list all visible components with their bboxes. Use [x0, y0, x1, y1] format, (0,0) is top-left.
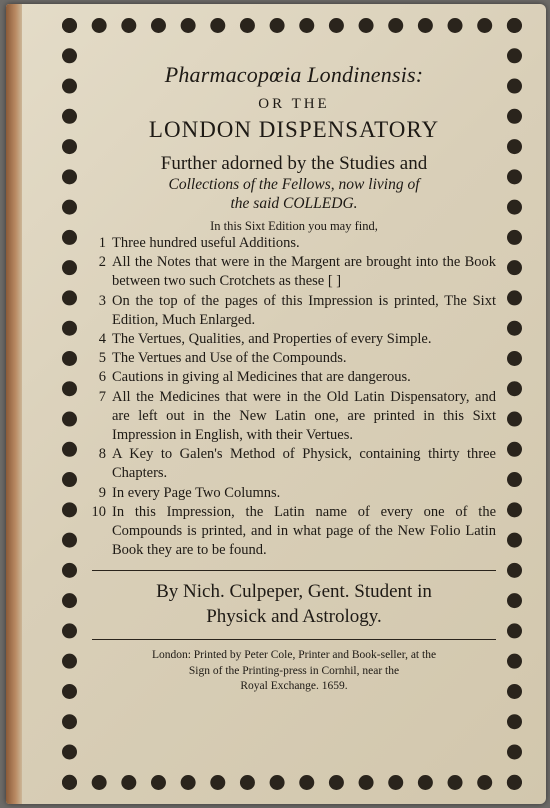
item-text: Cautions in giving al Medicines that are dangerous.	[112, 369, 411, 386]
list-item	[92, 292, 496, 330]
item-number: 6	[98, 369, 106, 386]
intro-text: In this Sixt Edition you may find,	[210, 219, 378, 233]
item-text: All the Notes that were in the Margent are brought into the Book between two such Crotchets as these [ ]	[112, 254, 496, 290]
divider	[92, 639, 496, 640]
list-item	[92, 330, 496, 349]
item-number: 2	[98, 254, 106, 271]
item-text: Three hundred useful Additions.	[112, 235, 300, 251]
list-item	[92, 234, 496, 253]
imprint-line-3: Royal Exchange. 1659.	[240, 680, 348, 693]
imprint-line-1: London: Printed by Peter Cole, Printer and Book-seller, at the	[151, 649, 437, 662]
item-number: 9	[98, 484, 106, 501]
item-number: 10	[91, 503, 106, 520]
list-item	[92, 349, 496, 368]
title-page	[6, 4, 546, 804]
book-spine	[6, 4, 22, 804]
item-text: All the Medicines that were in the Old Latin Dispensatory, and are left out in the New Latin one, are printed in this Sixt Impression in English, with their Vertues.	[112, 388, 496, 444]
item-number: 8	[98, 446, 106, 463]
author-line-1: By Nich. Culpeper, Gent. Student in	[156, 581, 432, 603]
item-number: 7	[98, 388, 106, 405]
item-text: The Vertues and Use of the Compounds.	[112, 350, 347, 367]
item-text: On the top of the pages of this Impression is printed, The Sixt Edition, Much Enlarged.	[112, 292, 496, 328]
title-line-2: LONDON DISPENSATORY	[148, 117, 440, 142]
subtitle-line-3: the said COLLEDG.	[230, 195, 358, 212]
or-the: OR THE	[258, 96, 330, 112]
subtitle-line-1: Further adorned by the Studies and	[160, 153, 428, 174]
item-number: 5	[98, 350, 106, 367]
title-line-1: Pharmacopœia Londinensis:	[164, 62, 424, 87]
list-item	[92, 253, 496, 291]
divider	[92, 570, 496, 571]
item-text: In every Page Two Columns.	[112, 484, 281, 501]
author-line-2: Physick and Astrology.	[206, 606, 382, 628]
item-number: 4	[98, 331, 106, 348]
item-text: The Vertues, Qualities, and Properties of every Simple.	[112, 331, 432, 348]
item-number: 3	[98, 292, 106, 309]
title-page-content	[92, 56, 496, 768]
list-item	[92, 503, 496, 561]
subtitle-line-2: Collections of the Fellows, now living of	[168, 176, 420, 193]
item-text: In this Impression, the Latin name of every one of the Compounds is printed, and in what page of the New Folio Latin Book they are to be found.	[112, 503, 496, 559]
item-number: 1	[98, 235, 106, 251]
list-item	[92, 388, 496, 446]
imprint-line-2: Sign of the Printing-press in Cornhil, near the	[188, 664, 400, 677]
item-text: A Key to Galen's Method of Physick, containing thirty three Chapters.	[112, 446, 496, 482]
list-item	[92, 484, 496, 503]
list-item	[92, 445, 496, 483]
contents-list	[92, 234, 496, 560]
list-item	[92, 368, 496, 387]
